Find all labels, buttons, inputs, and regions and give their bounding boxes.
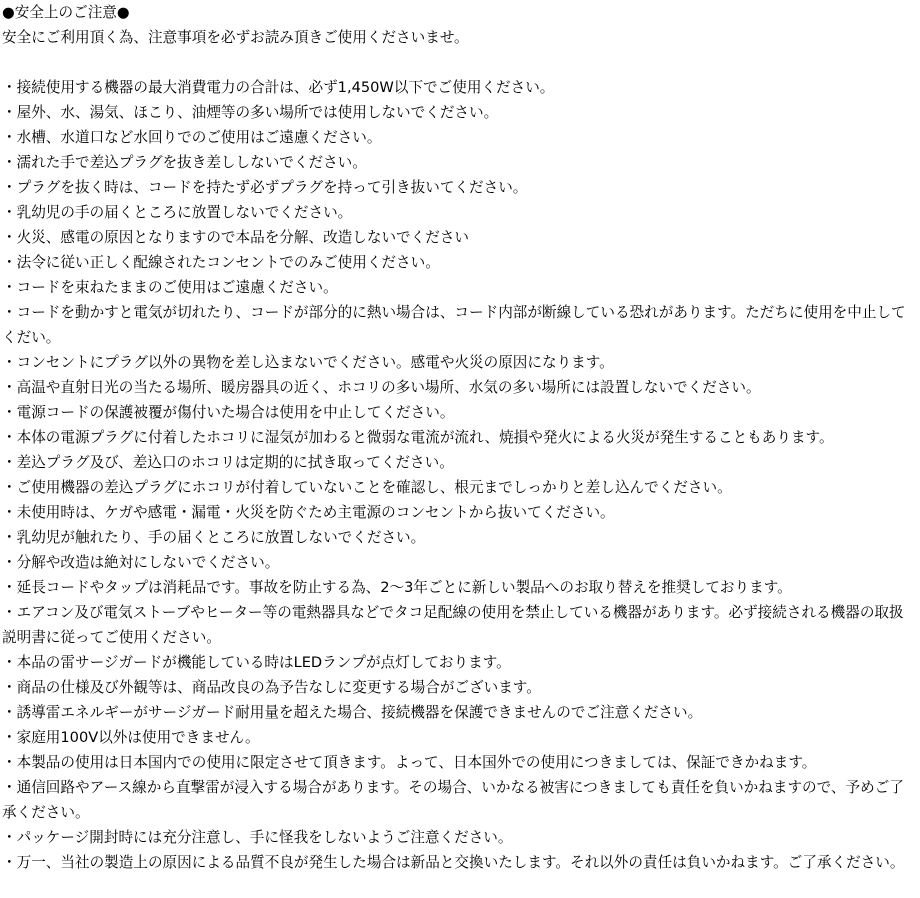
notice-item: ・コードを束ねたままのご使用はご遠慮ください。 — [2, 279, 338, 296]
notice-item: ・延長コードやタップは消耗品です。事故を防止する為、2～3年ごとに新しい製品へのお取り替えを推奨しております。 — [2, 579, 792, 596]
notice-item: ・未使用時は、ケガや感電・漏電・火災を防ぐため主電源のコンセントから抜いてください。 — [2, 504, 615, 521]
notice-item: ・本品の雷サージガードが機能している時はLEDランプが点灯しております。 — [2, 654, 511, 671]
notice-item: ・差込プラグ及び、差込口のホコリは定期的に拭き取ってください。 — [2, 454, 454, 471]
notice-title: ●安全上のご注意● — [2, 4, 130, 21]
notice-intro: 安全にご利用頂く為、注意事項を必ずお読み頂きご使用くださいませ。 — [2, 29, 469, 46]
notice-item: ・水槽、水道口など水回りでのご使用はご遠慮ください。 — [2, 129, 382, 146]
notice-item: ・パッケージ開封時には充分注意し、手に怪我をしないようご注意ください。 — [2, 829, 513, 846]
notice-item: ・屋外、水、湯気、ほこり、油煙等の多い場所では使用しないでください。 — [2, 104, 499, 121]
notice-item: ・ご使用機器の差込プラグにホコリが付着していないことを確認し、根元までしっかりと差し込んでください。 — [2, 479, 732, 496]
blank-line — [2, 50, 916, 75]
safety-notice-document — [2, 0, 916, 875]
notice-item: ・コードを動かすと電気が切れたり、コードが部分的に熱い場合は、コード内部が断線している恐れがあります。ただちに使用を中止してくだい。 — [2, 304, 906, 346]
notice-item: ・分解や改造は絶対にしないでください。 — [2, 554, 280, 571]
notice-item: ・本製品の使用は日本国内での使用に限定させて頂きます。よって、日本国外での使用につきましては、保証できかねます。 — [2, 754, 817, 771]
notice-item: ・プラグを抜く時は、コードを持たず必ずプラグを持って引き抜いてください。 — [2, 179, 528, 196]
notice-item: ・乳幼児の手の届くところに放置しないでください。 — [2, 204, 353, 221]
notice-item: ・火災、感電の原因となりますので本品を分解、改造しないでください — [2, 229, 470, 246]
notice-item: ・コンセントにプラグ以外の異物を差し込まないでください。感電や火災の原因になります。 — [2, 354, 614, 371]
notice-item: ・乳幼児が触れたり、手の届くところに放置しないでください。 — [2, 529, 426, 546]
notice-item: ・家庭用100V以外は使用できません。 — [2, 729, 260, 746]
notice-item: ・高温や直射日光の当たる場所、暖房器具の近く、ホコリの多い場所、水気の多い場所には設置しないでください。 — [2, 379, 761, 396]
notice-item: ・電源コードの保護被覆が傷付いた場合は使用を中止してください。 — [2, 404, 455, 421]
notice-item: ・法令に従い正しく配線されたコンセントでのみご使用ください。 — [2, 254, 440, 271]
notice-item: ・商品の仕様及び外観等は、商品改良の為予告なしに変更する場合がございます。 — [2, 679, 541, 696]
notice-item: ・濡れた手で差込プラグを抜き差ししないでください。 — [2, 154, 367, 171]
notice-item: ・接続使用する機器の最大消費電力の合計は、必ず1,450W以下でご使用ください。 — [2, 79, 555, 96]
notice-item: ・エアコン及び電気ストーブやヒーター等の電熱器具などでタコ足配線の使用を禁止している機器があります。必ず接続される機器の取扱説明書に従ってご使用ください。 — [2, 604, 904, 646]
notice-item: ・万一、当社の製造上の原因による品質不良が発生した場合は新品と交換いたします。それ以外の責任は負いかねます。ご了承ください。 — [2, 854, 905, 871]
notice-item: ・誘導雷エネルギーがサージガード耐用量を超えた場合、接続機器を保護できませんのでご注意ください。 — [2, 704, 703, 721]
notice-item: ・通信回路やアース線から直撃雷が浸入する場合があります。その場合、いかなる被害につきましても責任を負いかねますので、予めご了承ください。 — [2, 779, 904, 821]
notice-item: ・本体の電源プラグに付着したホコリに湿気が加わると微弱な電流が流れ、焼損や発火による火災が発生することもあります。 — [2, 429, 834, 446]
notice-items-list — [2, 75, 916, 875]
